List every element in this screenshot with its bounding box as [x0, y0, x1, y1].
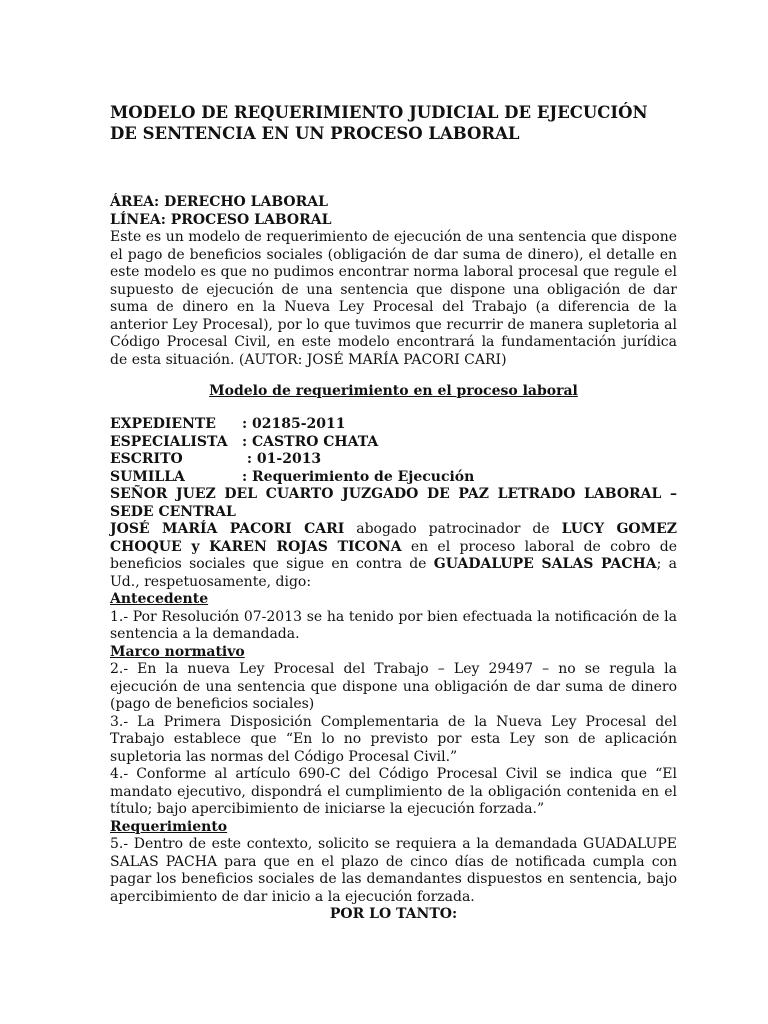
petition-paragraph: [110, 521, 677, 591]
closing-line: POR LO TANTO:: [329, 906, 458, 922]
field-sumilla: [110, 469, 677, 487]
section-heading-marco-normativo: Marco normativo: [110, 643, 245, 660]
petition-text-3: ; a Ud., respetuosamente, digo:: [110, 556, 678, 590]
petition-clients: LUCY GOMEZ CHOQUE y KAREN ROJAS TICONA: [110, 521, 677, 555]
field-expediente: [110, 416, 677, 434]
field-label: ESPECIALISTA: [110, 433, 228, 450]
paragraph-4: 4.- Conforme al artículo 690-C del Código Procesal Civil se indica que “El mandato ejecutivo, dispondrá el cumplimiento de la obligación contenida en el título; bajo apercibimiento de iniciarse la ejecución forzada.”: [110, 766, 677, 817]
section-heading-antecedente: Antecedente: [110, 591, 209, 607]
field-value: : 02185-2011: [242, 416, 346, 432]
field-value: : 01-2013: [242, 451, 322, 467]
paragraph-3: 3.- La Primera Disposición Complementaria de la Nueva Ley Procesal del Trabajo establece que “En lo no previsto por esta Ley son de aplicación supletoria las normas del Código Procesal Civil.”: [110, 713, 677, 765]
field-escrito: [110, 451, 677, 469]
area-block: [110, 194, 677, 369]
area-line: ÁREA: DERECHO LABORAL: [110, 194, 328, 210]
petition-author: JOSÉ MARÍA PACORI CARI: [110, 521, 345, 537]
petition-text-1: abogado patrocinador de: [344, 521, 562, 537]
model-subtitle: Modelo de requerimiento en el proceso laboral: [209, 383, 578, 399]
paragraph-5: 5.- Dentro de este contexto, solicito se requiera a la demandada GUADALUPE SALAS PACHA para que en el plazo de cinco días de notificada cumpla con pagar los beneficios sociales de las demandantes dispuestos en sentencia, bajo apercibimiento de dar inicio a la ejecución forzada.: [110, 836, 677, 905]
field-label: EXPEDIENTE: [110, 416, 216, 432]
document-title: MODELO DE REQUERIMIENTO JUDICIAL DE EJECUCIÓN DE SENTENCIA EN UN PROCESO LABORAL: [110, 103, 648, 143]
field-value: : Requerimiento de Ejecución: [242, 468, 475, 485]
petition-text-2: en el proceso laboral de cobro de beneficios sociales que sigue en contra de: [110, 538, 677, 572]
field-especialista: [110, 434, 677, 452]
court-addressee: SEÑOR JUEZ DEL CUARTO JUZGADO DE PAZ LETRADO LABORAL – SEDE CENTRAL: [110, 486, 677, 520]
petition-defendant: GUADALUPE SALAS PACHA: [433, 556, 657, 572]
case-fields: [110, 416, 677, 486]
field-label: ESCRITO: [110, 451, 183, 467]
section-heading-requerimiento: Requerimiento: [110, 818, 228, 835]
paragraph-2: 2.- En la nueva Ley Procesal del Trabajo – Ley 29497 – no se regula la ejecución de una sentencia que dispone una obligación de dar suma de dinero (pago de beneficios sociales): [110, 661, 677, 712]
intro-paragraph: Este es un modelo de requerimiento de ejecución de una sentencia que dispone el pago de beneficios sociales (obligación de dar suma de dinero), el detalle en este modelo es que no pudimos encontrar norma laboral procesal que regule el supuesto de ejecución de una sentencia que dispone una obligación de dar suma de dinero en la Nueva Ley Procesal del Trabajo (a diferencia de la anterior Ley Procesal), por lo que tuvimos que recurrir de manera supletoria al Código Procesal Civil, en este modelo encontrará la fundamentación jurídica de esta situación. (AUTOR: JOSÉ MARÍA PACORI CARI): [110, 229, 677, 368]
paragraph-1: 1.- Por Resolución 07-2013 se ha tenido por bien efectuada la notificación de la sentencia a la demandada.: [110, 608, 677, 642]
field-label: SUMILLA: [110, 468, 185, 485]
linea-line: LÍNEA: PROCESO LABORAL: [110, 211, 332, 228]
document-content: [110, 102, 677, 924]
field-value: : CASTRO CHATA: [242, 433, 379, 450]
